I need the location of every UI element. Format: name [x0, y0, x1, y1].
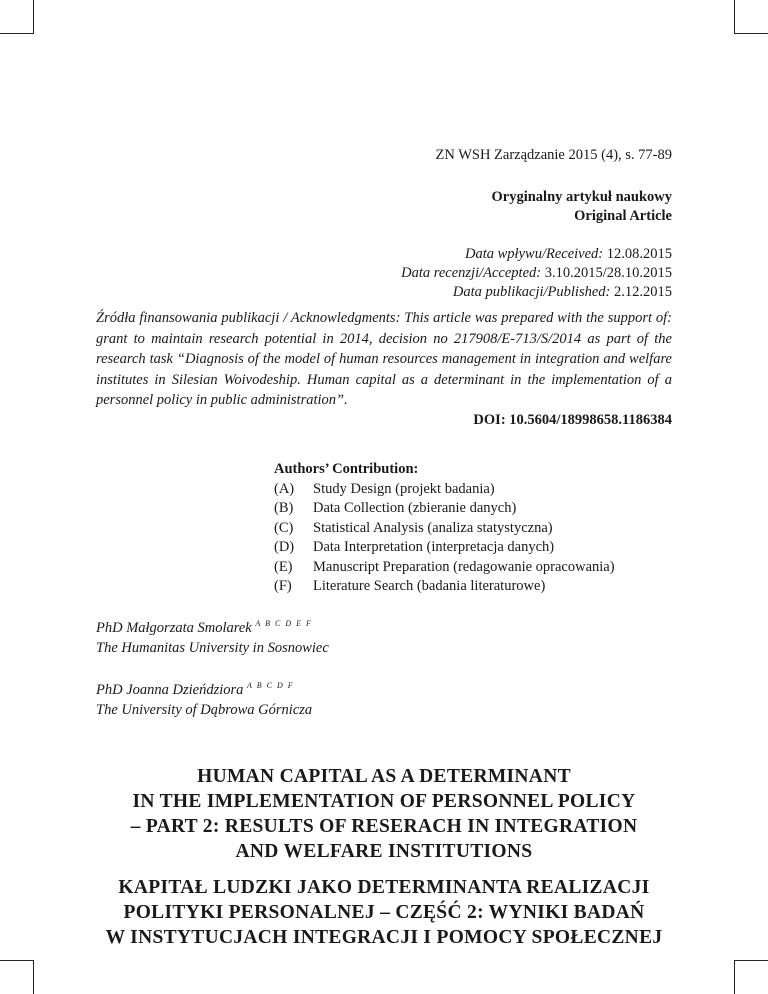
crop-mark-top-right-h: [734, 33, 768, 34]
accepted-date: [401, 264, 672, 283]
contribution-item: [274, 499, 615, 519]
crop-mark-bottom-left-v: [33, 960, 34, 994]
title-pl-line: W INSTYTUCJACH INTEGRACJI I POMOCY SPOŁECZNEJ: [105, 927, 663, 948]
contribution-code: (F): [274, 578, 292, 594]
contribution-item: [274, 558, 615, 578]
title-polish: [96, 875, 672, 950]
contribution-text: Data Collection (zbieranie danych): [313, 500, 517, 516]
contribution-text: Statistical Analysis (analiza statystyczna): [313, 519, 553, 536]
author-1: [96, 614, 329, 658]
received-date: [401, 245, 672, 264]
author-roles: A B C D E F: [255, 619, 313, 628]
author-roles: A B C D F: [247, 681, 295, 690]
contribution-text: Study Design (projekt badania): [313, 480, 495, 497]
author-affiliation: The University of Dąbrowa Górnicza: [96, 702, 313, 718]
crop-mark-bottom-right-h: [734, 960, 768, 961]
publication-dates: [401, 245, 672, 302]
article-type-pl: Oryginalny artykuł naukowy: [491, 189, 672, 205]
author-name: PhD Małgorzata Smolarek: [96, 620, 252, 636]
title-english: [96, 764, 672, 864]
crop-mark-top-left-v: [33, 0, 34, 34]
contribution-code: (D): [274, 539, 295, 555]
author-2: [96, 676, 312, 720]
contribution-text: Literature Search (badania literaturowe): [313, 578, 546, 594]
contribution-code: (B): [274, 500, 294, 516]
crop-mark-top-right-v: [734, 0, 735, 34]
contribution-text: Manuscript Preparation (redagowanie opracowania): [313, 558, 615, 575]
article-type-en: Original Article: [574, 208, 672, 224]
authors-contribution: [274, 460, 615, 597]
crop-mark-top-left-h: [0, 33, 34, 34]
acknowledgments-label: Źródła finansowania publikacji / Acknowledgments:: [96, 310, 401, 326]
published-value: 2.12.2015: [614, 284, 672, 300]
citation-text: ZN WSH Zarządzanie 2015 (4), s. 77-89: [435, 147, 672, 163]
acknowledgments: [96, 308, 672, 411]
title-en-line: AND WELFARE INSTITUTIONS: [235, 841, 533, 862]
author-affiliation: The Humanitas University in Sosnowiec: [96, 640, 329, 656]
doi[interactable]: DOI: 10.5604/18998658.1186384: [473, 412, 672, 428]
published-label: Data publikacji/Published:: [452, 284, 611, 300]
title-pl-line: KAPITAŁ LUDZKI JAKO DETERMINANTA REALIZACJI: [118, 877, 650, 898]
title-en-line: IN THE IMPLEMENTATION OF PERSONNEL POLICY: [132, 791, 636, 812]
crop-mark-bottom-right-v: [734, 960, 735, 994]
crop-mark-bottom-left-h: [0, 960, 34, 961]
author-name: PhD Joanna Dzieńdziora: [96, 682, 244, 698]
contribution-item: [274, 519, 615, 539]
contribution-item: [274, 538, 615, 558]
accepted-value: 3.10.2015/28.10.2015: [544, 265, 672, 281]
contribution-code: (A): [274, 480, 295, 497]
contribution-item: [274, 480, 615, 500]
title-pl-line: POLITYKI PERSONALNEJ – CZĘŚĆ 2: WYNIKI BADAŃ: [123, 902, 645, 923]
acknowledgments-text: This article was prepared with the support of: grant to maintain research potential in 2014, decision no 217908/E-713/S/2014 as part of the research task “Diagnosis of the model of human resources management in integration and welfare institutes in Silesian Woivodeship. Human capital as a determinant in the implementation of a personnel policy in public administration”.: [96, 310, 672, 408]
published-date: [401, 283, 672, 302]
journal-citation: [436, 146, 673, 165]
article-type: [492, 188, 673, 226]
title-en-line: – PART 2: RESULTS OF RESERACH IN INTEGRATION: [130, 816, 638, 837]
received-value: 12.08.2015: [606, 246, 672, 262]
contribution-text: Data Interpretation (interpretacja danych): [313, 539, 555, 555]
contribution-code: (C): [274, 519, 294, 536]
accepted-label: Data recenzji/Accepted:: [401, 265, 542, 281]
contribution-title: Authors’ Contribution:: [274, 461, 419, 477]
received-label: Data wpływu/Received:: [465, 246, 604, 262]
contribution-item: [274, 577, 615, 597]
contribution-code: (E): [274, 558, 293, 575]
title-en-line: HUMAN CAPITAL AS A DETERMINANT: [197, 766, 571, 787]
